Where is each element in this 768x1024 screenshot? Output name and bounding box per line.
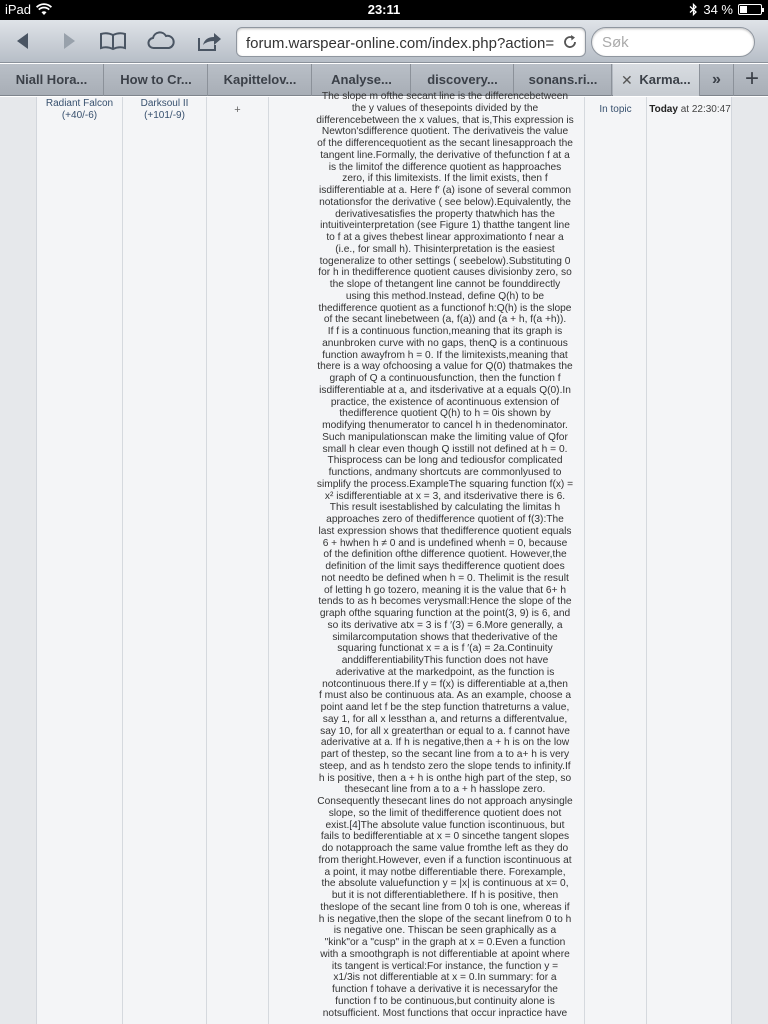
message-line: is negative one. Thiscan be seen graphically as a — [333, 925, 557, 937]
message-line: functions, andmany shortcuts are commonlyused to — [328, 467, 562, 478]
message-line: (i.e., for small h). Thisinterpretation is the easiest — [335, 243, 555, 255]
message-line: anunbroken curve with no gaps, thenQ is a continuous — [322, 337, 568, 349]
tab-label: How to Cr... — [120, 72, 192, 87]
message-line: "kink"or a "cusp" in the graph at x = 0.Even a function — [324, 937, 566, 948]
message-line: there is a way ofchoosing a value for Q(0) thatmakes the — [317, 361, 573, 373]
user2-name[interactable]: Darksoul II — [140, 98, 189, 109]
message-line: function f to be continuous,but continuity alone is — [335, 995, 555, 1007]
message-line: If f is a continuous function,meaning that its graph is — [327, 326, 563, 337]
message-line: practice, the existence of acontinuous extension of — [330, 396, 560, 408]
message-line: exist.[4]The absolute value function iscontinuous, but — [325, 819, 565, 831]
message-line: notcontinuous there.If y = f(x) is differentiable at a,then — [322, 678, 568, 690]
user2-cell — [123, 98, 206, 122]
tab-label: Analyse... — [331, 72, 392, 87]
status-right — [689, 2, 762, 17]
user1-cell — [37, 98, 122, 122]
url-text[interactable]: forum.warspear-online.com/index.php?action= — [246, 35, 555, 52]
message-line: definition of the limit says thedifference quotient does — [325, 561, 565, 572]
message-line: part of thestep, so the secant line from a to a+ h is very — [320, 749, 570, 760]
message-line: differencebetween the x values, that is,This expression is — [316, 114, 574, 126]
search-input[interactable] — [602, 34, 742, 51]
message-line: from theright.However, even if a function iscontinuous at — [318, 854, 572, 866]
message-line: f must also be continuous ata. As an example, choose a — [318, 690, 571, 702]
browser-toolbar — [0, 20, 768, 63]
message-line: x² isdifferentiable at x = 3, and itsderivative there is 6. — [324, 490, 566, 502]
tab-7-active[interactable] — [613, 64, 700, 96]
tab-label: discovery... — [427, 72, 498, 87]
bookmarks-icon[interactable] — [98, 28, 128, 54]
message-line: graph of Q a continuousfunction, then the function f — [329, 373, 561, 384]
message-line: slope, so the limit of thedifference quotient does not — [328, 807, 562, 819]
message-line: h is negative,then the slope of the secant linefrom 0 to h — [318, 913, 572, 925]
message-text — [305, 91, 585, 1019]
message-line: fails to bedifferentiable at x = 0 sincethe tangent slopes — [320, 831, 570, 843]
tab-label: Karma... — [639, 72, 691, 87]
message-line: function awayfrom h = 0. If the limitexists,meaning that — [322, 349, 568, 361]
message-line: zero, if this limitexists. If the limit exists, then f — [342, 173, 548, 185]
message-line: isdifferentiable at a. Here f′ (a) isone of several common — [318, 185, 571, 196]
message-line: theslope of the secant line from 0 toh is one, whereas if — [320, 901, 570, 913]
tab-3[interactable] — [209, 64, 312, 96]
message-line: modifying thenumerator to cancel h in thedenominator. — [322, 420, 568, 431]
search-field[interactable] — [591, 27, 755, 57]
message-line: Consequently thesecant lines do not approach anysingle — [317, 796, 573, 807]
user1-rep: (+40/-6) — [61, 110, 98, 121]
message-line: of the differencequotient as the secant linesapproach the — [317, 138, 573, 149]
web-page — [0, 91, 768, 1024]
message-line: the y values of thesepoints divided by the — [351, 102, 539, 114]
message-line: isdifferentiable at a, and itsderivative at a equals Q(0).In — [319, 384, 571, 396]
close-tab-icon[interactable]: ✕ — [621, 72, 633, 88]
message-line: the slope of thetangent line cannot be founddirectly — [329, 279, 561, 290]
status-time: 23:11 — [367, 2, 401, 17]
message-line: do notapproach the same value fromthe left as they do — [321, 843, 569, 854]
message-line: x1/3is not differentiable at x = 0.In summary: for a — [333, 972, 557, 984]
vote-plus[interactable]: + — [234, 104, 241, 116]
message-line: for h in thedifference quotient causes divisionby zero, so — [318, 267, 572, 279]
battery-icon — [738, 4, 762, 15]
message-line: notationsfor the derivative ( see below).Equivalently, the — [319, 196, 571, 208]
battery-percent: 34 % — [703, 2, 733, 17]
message-line: so its derivative atx = 3 is f ′(3) = 6.More generally, a — [327, 619, 563, 631]
col-location — [585, 97, 647, 1024]
user2-rep: (+101/-9) — [144, 110, 185, 121]
message-line: h is positive, then a + h is onthe high part of the step, so — [318, 772, 572, 784]
tab-label: Niall Hora... — [15, 72, 88, 87]
message-line: point aand let f be the step function thatreturns a value, — [320, 702, 570, 713]
battery-level — [740, 6, 747, 13]
address-bar[interactable] — [236, 27, 586, 57]
tab-1[interactable] — [0, 64, 104, 96]
date-time: at 22:30:47 — [677, 104, 731, 115]
message-line: a point, it may notbe differentiable there. Forexample, — [324, 866, 566, 878]
col-vote — [207, 97, 269, 1024]
date-cell — [647, 104, 733, 115]
user1-name[interactable]: Radiant Falcon — [45, 98, 114, 109]
back-icon[interactable] — [8, 28, 38, 54]
col-date — [647, 97, 733, 1024]
reload-icon[interactable] — [561, 33, 579, 51]
tab-label: sonans.ri... — [528, 72, 598, 87]
message-line: of the secant linebetween (a, f(a)) and (a + h, f(a +h)). — [323, 314, 567, 326]
message-line: say 10, for all x greaterthan or equal to a. f cannot have — [320, 725, 570, 737]
message-line: say 1, for all x lessthan a, and returns a differentvalue, — [322, 713, 568, 725]
message-line: tends to as h becomes verysmall:Hence the slope of the — [318, 596, 572, 608]
message-line: simplify the process.ExampleThe squaring function f(x) = — [316, 478, 574, 490]
in-topic-link[interactable]: In topic — [599, 104, 632, 115]
device-name: iPad — [5, 2, 32, 17]
message-line: The slope m ofthe secant line is the differencebetween — [321, 91, 569, 102]
message-line: Thisprocess can be long and tediousfor complicated — [327, 455, 563, 467]
share-icon[interactable] — [194, 28, 224, 54]
message-line: its tangent is vertical:For instance, the function y = — [331, 960, 559, 972]
message-line: 6 + hwhen h ≠ 0 and is undefined whenh = 0, because — [322, 537, 568, 549]
more-tabs-button[interactable]: » — [700, 64, 734, 96]
message-line: tangent line.Formally, the derivative of thefunction f at a — [320, 149, 570, 161]
message-line: last expression shows that thedifference quotient equals — [318, 525, 572, 537]
message-line: anddifferentiabilityThis function does not have — [341, 655, 549, 666]
message-line: small h clear even though Q isstill not defined at h = 0. — [322, 443, 568, 455]
tab-label: Kapittelov... — [223, 72, 297, 87]
message-line: notsufficient. Most functions that occur inpractice have — [322, 1007, 568, 1019]
message-line: intuitiveinterpretation (see Figure 1) thatthe tangent line — [320, 220, 570, 232]
bluetooth-icon — [689, 3, 698, 16]
status-bar — [0, 0, 768, 20]
message-line: similarcomputation shows that thederivative of the — [332, 631, 558, 643]
message-line: aderivative at the markedpoint, as the function is — [335, 666, 555, 678]
message-line: is the limitof the difference quotient as happroaches — [328, 161, 562, 173]
message-line: aderivative at a. If h is negative,then a + h is on the low — [320, 737, 570, 749]
message-line: the absolute valuefunction y = |x| is continuous at x= 0, — [321, 878, 569, 890]
message-line: squaring functionat x = a is f ′(a) = 2a.Continuity — [337, 643, 553, 655]
message-line: approaches zero of thedifference quotient of f(3):The — [326, 514, 564, 525]
message-line: to f at a gives thebest linear approximationto f near a — [326, 232, 564, 243]
message-line: graph ofthe squaring function at the point(3, 9) is 6, and — [319, 608, 571, 619]
col-user2 — [123, 97, 207, 1024]
date-today: Today — [649, 104, 678, 115]
message-line: derivativesatisfies the property thatwhich has the — [335, 208, 555, 220]
forum-table — [36, 91, 732, 1024]
tab-2[interactable] — [105, 64, 208, 96]
message-line: but it is not differentiablethere. If h is positive, then — [331, 890, 559, 901]
col-user1 — [37, 97, 123, 1024]
icloud-tabs-icon[interactable] — [146, 28, 176, 54]
message-line: steep, and as h tendsto zero the slope tends to infinity.If — [319, 760, 571, 772]
message-line: of letting h go tozero, meaning it is the value that 6+ h — [323, 584, 567, 596]
message-line: Such manipulationscan make the limiting value of Qfor — [322, 431, 568, 443]
message-line: This result isestablished by calculating the limitas h — [329, 502, 561, 514]
message-line: using this method.Instead, define Q(h) to be — [345, 290, 545, 302]
message-line: with a smoothgraph is not differentiable at apoint where — [320, 948, 570, 960]
message-line: togeneralize to other settings ( seebelow).Substituting 0 — [319, 255, 571, 267]
message-line: of the definition ofthe difference quotient. However,the — [323, 549, 567, 561]
forward-icon[interactable] — [54, 28, 84, 54]
message-line: function f tohave a derivative it is necessaryfor the — [332, 984, 558, 995]
message-line: not needto be defined when h = 0. Thelimit is the result — [321, 572, 569, 584]
message-line: thedifference quotient as a functionof h:Q(h) is the slope — [318, 302, 572, 314]
message-line: Newton'sdifference quotient. The derivativeis the value — [321, 126, 569, 138]
add-tab-button[interactable]: + — [744, 65, 759, 92]
message-line: thedifference quotient Q(h) to h = 0is shown by — [339, 408, 551, 420]
message-line: thesecant line from a to a + h hasslope zero. — [344, 784, 546, 796]
